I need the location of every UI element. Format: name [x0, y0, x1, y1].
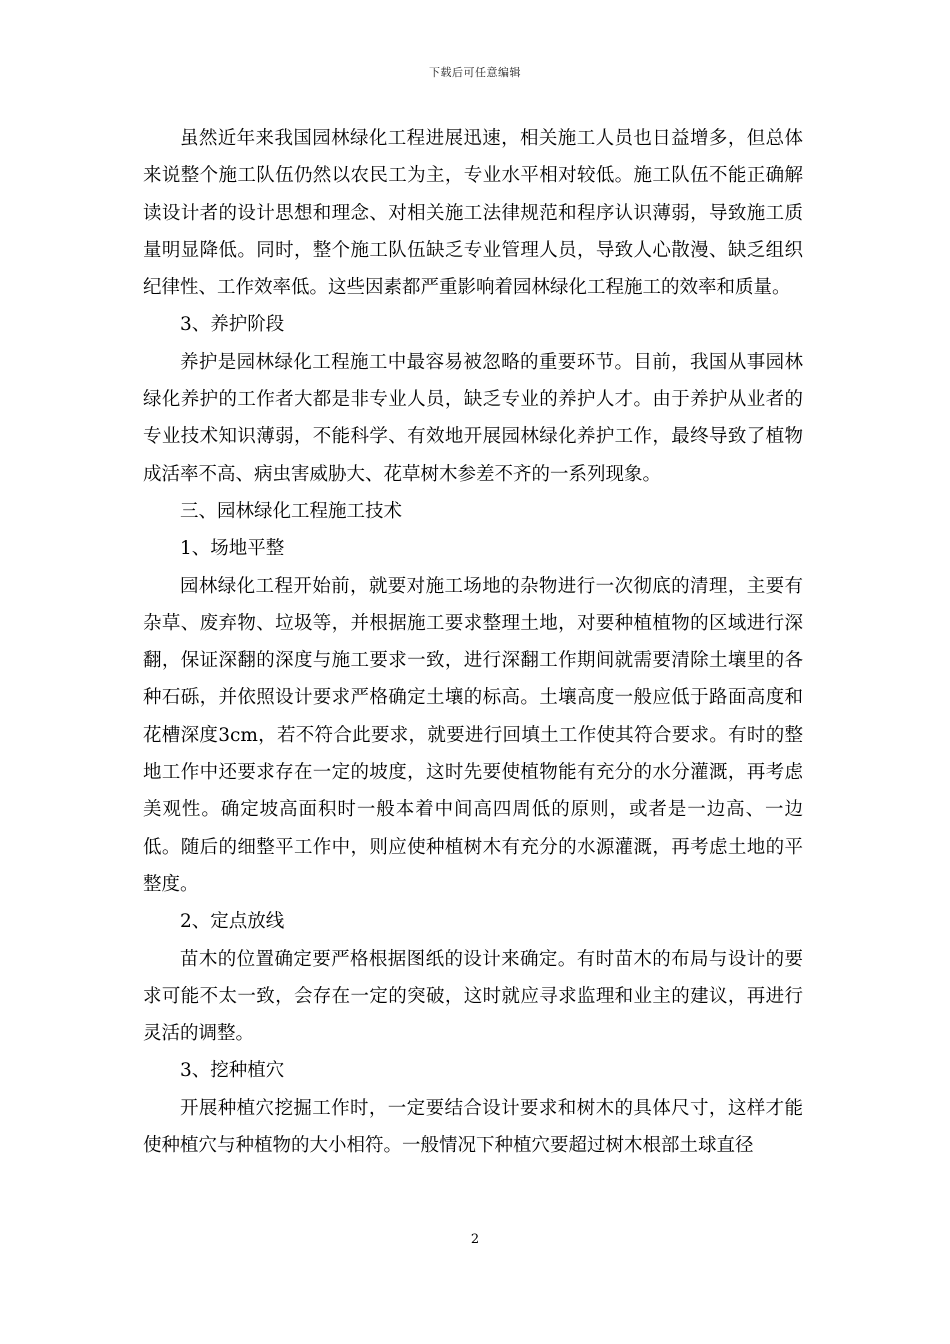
section-heading: 2、定点放线 [180, 911, 285, 933]
section-heading: 三、园林绿化工程施工技术 [180, 500, 403, 522]
page-number: 2 [470, 1232, 480, 1247]
section-heading: 3、养护阶段 [180, 314, 285, 336]
paragraph: 园林绿化工程开始前，就要对施工场地的杂物进行一次彻底的清理，主要有杂草、废弃物、垃圾等，并根据施工要求整理土地，对要种植植物的区域进行深翻，保证深翻的深度与施工要求一致，进行深翻工作期间就需要清除土壤里的各种石砾，并依照设计要求严格确定土壤的标高。土壤高度一般应低于路面高度和花槽深度3cm，若不符合此要求，就要进行回填土工作使其符合要求。有时的整地工作中还要求存在一定的坡度，这时先要使植物能有充分的水分灌溉，再考虑美观性。确定坡高面积时一般本着中间高四周低的原则，或者是一边高、一边低。随后的细整平工作中，则应使种植树木有充分的水源灌溉，再考虑土地的平整度。 [143, 575, 803, 895]
section-heading: 3、挖种植穴 [180, 1060, 285, 1082]
document-body [143, 120, 803, 1164]
paragraph: 开展种植穴挖掘工作时，一定要结合设计要求和树木的具体尺寸，这样才能使种植穴与种植物的大小相符。一般情况下种植穴要超过树木根部土球直径 [143, 1097, 803, 1157]
section-heading: 1、场地平整 [180, 538, 285, 560]
paragraph: 苗木的位置确定要严格根据图纸的设计来确定。有时苗木的布局与设计的要求可能不太一致，会存在一定的突破，这时就应寻求监理和业主的建议，再进行灵活的调整。 [143, 948, 803, 1045]
page-header: 下载后可任意编辑 [429, 66, 521, 79]
paragraph: 养护是园林绿化工程施工中最容易被忽略的重要环节。目前，我国从事园林绿化养护的工作者大都是非专业人员，缺乏专业的养护人才。由于养护从业者的专业技术知识薄弱，不能科学、有效地开展园林绿化养护工作，最终导致了植物成活率不高、病虫害威胁大、花草树木参差不齐的一系列现象。 [143, 351, 803, 485]
paragraph: 虽然近年来我国园林绿化工程进展迅速，相关施工人员也日益增多，但总体来说整个施工队伍仍然以农民工为主，专业水平相对较低。施工队伍不能正确解读设计者的设计思想和理念、对相关施工法律规范和程序认识薄弱，导致施工质量明显降低。同时，整个施工队伍缺乏专业管理人员，导致人心散漫、缺乏组织纪律性、工作效率低。这些因素都严重影响着园林绿化工程施工的效率和质量。 [143, 128, 803, 299]
